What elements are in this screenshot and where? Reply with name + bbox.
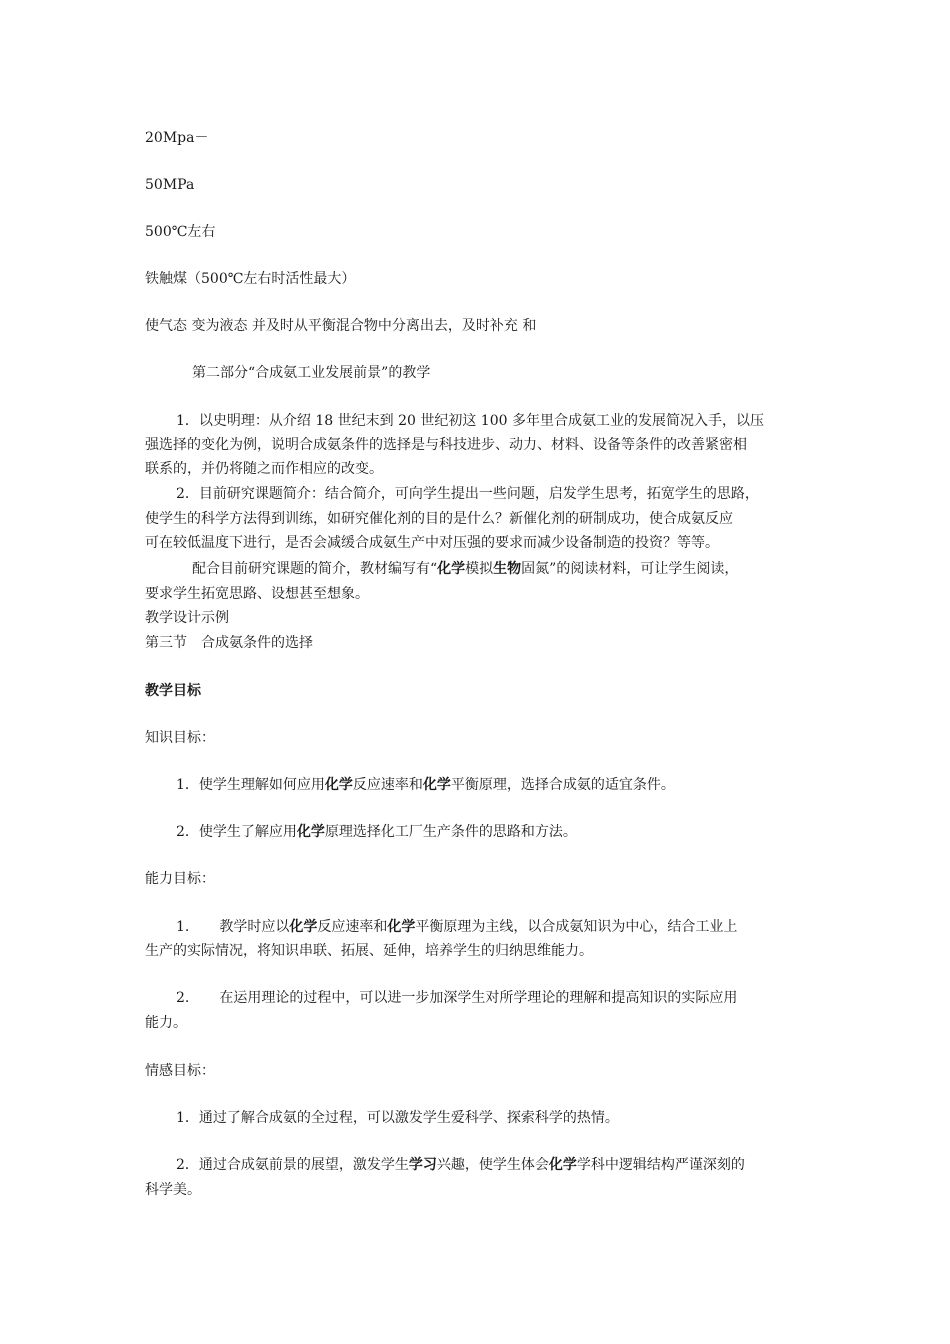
separation-line: 使气态 变为液态 并及时从平衡混合物中分离出去，及时补充 和 — [145, 318, 537, 334]
e2-bold-1: 学习 — [408, 1157, 437, 1173]
e2-mid: 兴趣，使学生体会 — [436, 1157, 549, 1173]
temperature-line: 500℃左右 — [145, 224, 216, 240]
e2-pre: 2．通过合成氨前景的展望，激发学生 — [176, 1157, 409, 1173]
p3-bold-1: 化学 — [437, 561, 466, 577]
ability-label: 能力目标： — [145, 871, 215, 887]
part2-p3-line2: 要求学生拓宽思路、设想甚至想象。 — [145, 586, 369, 602]
part2-p1-line1: 1．以史明理：从介绍 18 世纪末到 20 世纪初这 100 多年里合成氨工业的发展简况入手，以压 — [176, 413, 764, 429]
k2-bold-1: 化学 — [296, 824, 325, 840]
ability-item-2-line2: 能力。 — [145, 1015, 187, 1031]
part2-p3-line1 — [192, 559, 738, 579]
part2-p1-line3: 联系的，并仍将随之而作相应的改变。 — [145, 461, 383, 477]
ability-item-2-line1 — [176, 988, 737, 1008]
k1-pre: 1．使学生理解如何应用 — [176, 777, 325, 793]
emotion-item-2-line1 — [176, 1155, 745, 1175]
ability-item-1-line2: 生产的实际情况，将知识串联、拓展、延伸，培养学生的归纳思维能力。 — [145, 943, 593, 959]
part2-p2-line2: 使学生的科学方法得到训练，如研究催化剂的目的是什么？新催化剂的研制成功，使合成氨反应 — [145, 511, 733, 527]
emotion-item-1: 1．通过了解合成氨的全过程，可以激发学生爱科学、探索科学的热情。 — [176, 1110, 619, 1126]
e2-bold-2: 化学 — [548, 1157, 577, 1173]
pressure-high-line: 50MPa — [145, 177, 195, 193]
emotion-label: 情感目标： — [145, 1063, 215, 1079]
knowledge-item-2 — [176, 822, 577, 842]
section-title: 第三节 合成氨条件的选择 — [145, 635, 313, 651]
k2-pre: 2．使学生了解应用 — [176, 824, 297, 840]
k1-bold-1: 化学 — [324, 777, 353, 793]
a1-num: 1. — [176, 919, 190, 935]
a1-bold-1: 化学 — [289, 919, 318, 935]
catalyst-line: 铁触煤（500℃左右时活性最大） — [145, 271, 356, 287]
emotion-item-2-line2: 科学美。 — [145, 1182, 201, 1198]
a1-mid: 反应速率和 — [317, 919, 388, 935]
a2-num: 2. — [176, 990, 190, 1006]
part2-p2-line3: 可在较低温度下进行，是否会减缓合成氨生产中对压强的要求而减少设备制造的投资？等等。 — [145, 535, 719, 551]
e2-post: 学科中逻辑结构严谨深刻的 — [576, 1157, 745, 1173]
design-title: 教学设计示例 — [145, 610, 229, 626]
a1-pre: 教学时应以 — [219, 919, 290, 935]
knowledge-item-1 — [176, 775, 675, 795]
ability-item-1-line1 — [176, 917, 737, 937]
part2-heading: 第二部分“合成氨工业发展前景”的教学 — [192, 365, 431, 381]
k2-post: 原理选择化工厂生产条件的思路和方法。 — [324, 824, 577, 840]
p3-mid: 模拟 — [465, 561, 494, 577]
p3-post: 固氮”的阅读材料，可让学生阅读， — [521, 561, 739, 577]
knowledge-label: 知识目标： — [145, 730, 215, 746]
a2-text: 在运用理论的过程中，可以进一步加深学生对所学理论的理解和提高知识的实际应用 — [219, 990, 738, 1006]
a1-post: 平衡原理为主线，以合成氨知识为中心，结合工业上 — [415, 919, 738, 935]
objectives-heading: 教学目标 — [145, 683, 201, 699]
k1-mid: 反应速率和 — [352, 777, 423, 793]
p3-pre: 配合目前研究课题的简介，教材编写有“ — [192, 561, 438, 577]
part2-p2-line1: 2．目前研究课题简介：结合简介，可向学生提出一些问题，启发学生思考，拓宽学生的思路， — [176, 486, 759, 502]
k1-bold-2: 化学 — [422, 777, 451, 793]
pressure-low-line: 20Mpa－ — [145, 130, 209, 146]
a1-bold-2: 化学 — [387, 919, 416, 935]
p3-bold-2: 生物 — [493, 561, 522, 577]
k1-post: 平衡原理，选择合成氨的适宜条件。 — [450, 777, 675, 793]
part2-p1-line2: 强选择的变化为例，说明合成氨条件的选择是与科技进步、动力、材料、设备等条件的改善紧密相 — [145, 437, 747, 453]
